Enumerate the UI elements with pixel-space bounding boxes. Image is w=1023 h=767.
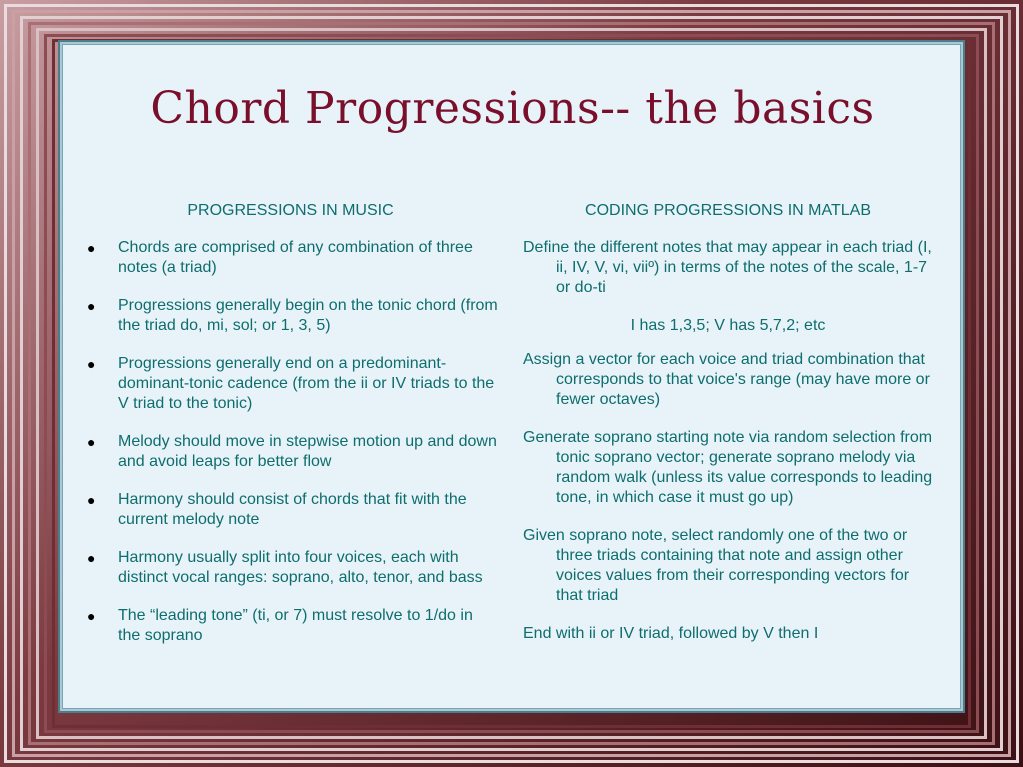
slide-title: Chord Progressions-- the basics xyxy=(150,83,875,134)
list-item xyxy=(83,548,498,588)
list-item-text: The “leading tone” (ti, or 7) must resolve to 1/do in the soprano xyxy=(118,607,473,644)
list-item xyxy=(83,432,498,472)
left-column xyxy=(83,201,498,664)
paragraph-given-soprano: Given soprano note, select randomly one of the two or three triads containing that note and assign other voices values from their corresponding vectors for that triad xyxy=(523,527,910,604)
list-item-text: Progressions generally begin on the tonic chord (from the triad do, mi, sol; or 1, 3, 5) xyxy=(118,297,498,334)
bullet-icon: ● xyxy=(87,356,96,372)
slide-content xyxy=(62,44,961,709)
paragraph-assign-vector: Assign a vector for each voice and triad combination that corresponds to that voice's range (may have more or fewer octaves) xyxy=(523,351,930,408)
right-column xyxy=(523,201,933,662)
right-column-heading: CODING PROGRESSIONS IN MATLAB xyxy=(585,202,871,219)
list-item xyxy=(83,490,498,530)
list-item xyxy=(83,354,498,414)
bullet-icon: ● xyxy=(87,608,96,624)
list-item-text: Harmony should consist of chords that fit with the current melody note xyxy=(118,491,467,528)
list-item-text: Melody should move in stepwise motion up and down and avoid leaps for better flow xyxy=(118,433,497,470)
list-item-text: Harmony usually split into four voices, each with distinct vocal ranges: soprano, alto, tenor, and bass xyxy=(118,549,483,586)
paragraph-example: I has 1,3,5; V has 5,7,2; etc xyxy=(630,317,826,334)
paragraph-define-notes: Define the different notes that may appear in each triad (I, ii, IV, V, vi, viiº) in terms of the notes of the scale, 1-7 or do-ti xyxy=(523,239,932,296)
left-column-heading: PROGRESSIONS IN MUSIC xyxy=(187,202,394,219)
paragraph-end-with: End with ii or IV triad, followed by V then I xyxy=(523,625,819,642)
list-item-text: Progressions generally end on a predominant-dominant-tonic cadence (from the ii or IV triads to the V triad to the tonic) xyxy=(118,355,495,412)
list-item xyxy=(83,296,498,336)
bullet-icon: ● xyxy=(87,240,96,256)
bullet-icon: ● xyxy=(87,550,96,566)
bullet-icon: ● xyxy=(87,434,96,450)
paragraph-generate-soprano: Generate soprano starting note via random selection from tonic soprano vector; generate soprano melody via random walk (unless its value corresponds to leading tone, in which case it must go up) xyxy=(523,429,933,506)
list-item-text: Chords are comprised of any combination of three notes (a triad) xyxy=(118,239,473,276)
list-item xyxy=(83,606,498,646)
bullet-icon: ● xyxy=(87,298,96,314)
bullet-icon: ● xyxy=(87,492,96,508)
list-item xyxy=(83,238,498,278)
